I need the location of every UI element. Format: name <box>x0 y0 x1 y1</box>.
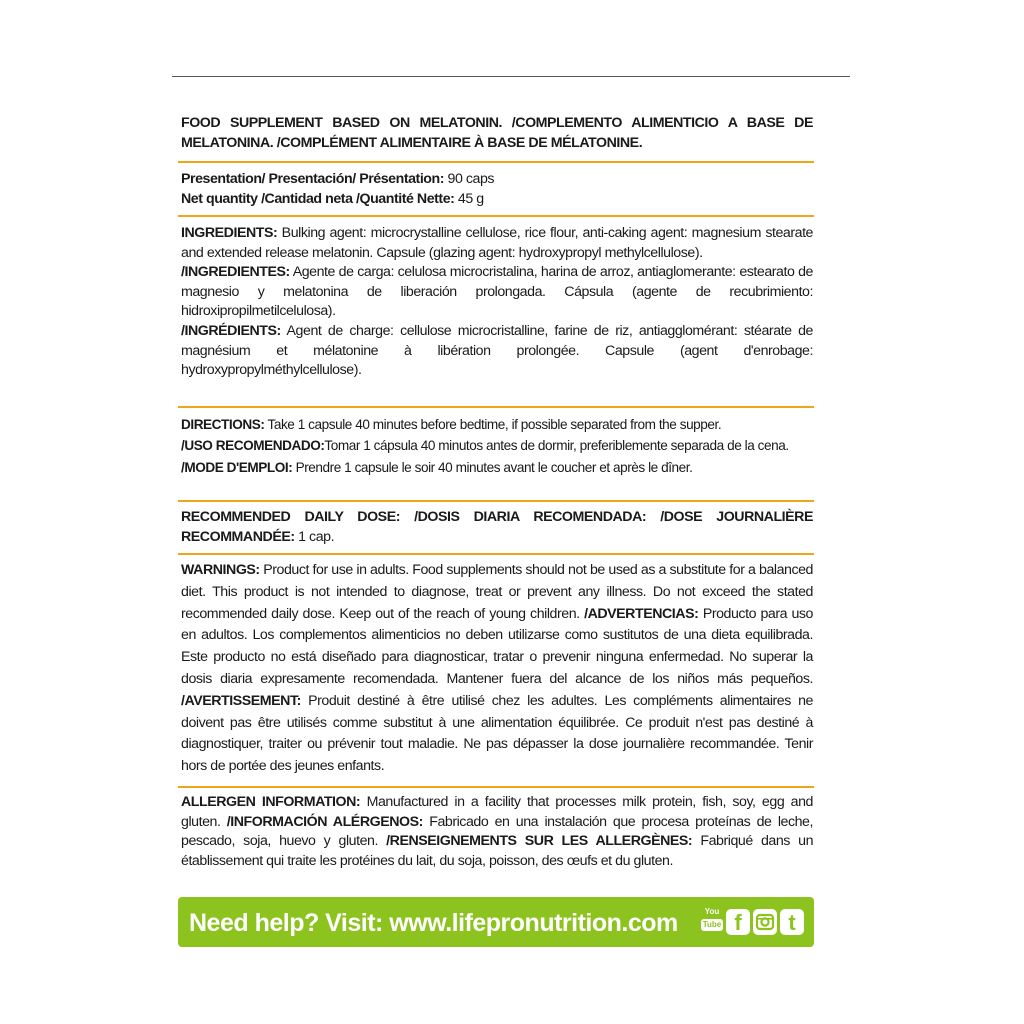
ingredients-block <box>181 224 813 381</box>
divider <box>178 406 814 408</box>
twitter-icon[interactable]: t <box>780 909 804 935</box>
top-divider <box>172 76 850 77</box>
instagram-glyph <box>753 909 777 935</box>
presentation-block <box>181 170 813 209</box>
ingredients-fr: /INGRÉDIENTS: Agent de charge: cellulose microcristalline, farine de riz, antiagglomérant: stéarate de magnésium et mélatonine à libération prolongée. Capsule (agent d'enrobage: hydroxypropylméthylcellulose). <box>181 322 813 379</box>
instagram-icon[interactable] <box>753 909 777 935</box>
youtube-icon[interactable]: You Tube <box>702 907 722 929</box>
divider <box>178 500 814 502</box>
divider <box>178 215 814 217</box>
directions-es: /USO RECOMENDADO:Tomar 1 cápsula 40 minutos antes de dormir, preferiblemente separada de la cena. <box>181 437 789 453</box>
product-title: FOOD SUPPLEMENT BASED ON MELATONIN. /COMPLEMENTO ALIMENTICIO A BASE DE MELATONINA. /COMPLÉMENT ALIMENTAIRE À BASE DE MÉLATONINE. <box>181 115 813 151</box>
warnings-block: WARNINGS: Product for use in adults. Food supplements should not be used as a substitute for a balanced diet. This product is not intended to diagnose, treat or prevent any illness. Do not exceed the stated recommended daily dose. Keep out of the reach of young children. /ADVERTENCIAS: Producto para uso en adultos. Los complementos alimenticios no deben utilizarse como sustitutos de una dieta equilibrada. Este producto no está diseñado para diagnosticar, tratar o prevenir ninguna enfermedad. No superar la dosis diaria expresamente recomendada. Mantener fuera del alcance de los niños más pequeños. /AVERTISSEMENT: Produit destiné à être utilisé chez les adultes. Les compléments alimentaires ne doivent pas être utilisés comme substitut à une alimentation équilibrée. Ce produit n'est pas destiné à diagnostiquer, traiter ou prévenir tout maladie. Ne pas dépasser la dose journalière recommandée. Tenir hors de portée des jeunes enfants. <box>181 562 814 775</box>
facebook-icon[interactable]: f <box>726 909 750 935</box>
dose-block: RECOMMENDED DAILY DOSE: /DOSIS DIARIA RECOMENDADA: /DOSE JOURNALIÈRE RECOMMANDÉE: 1 cap. <box>181 509 813 545</box>
help-link[interactable]: Need help? Visit: www.lifepronutrition.com <box>189 909 678 937</box>
directions-fr: /MODE D'EMPLOI: Prendre 1 capsule le soir 40 minutes avant le coucher et après le dîner. <box>181 460 693 476</box>
divider <box>178 161 814 163</box>
social-icons <box>701 907 804 937</box>
allergen-block: ALLERGEN INFORMATION: Manufactured in a facility that processes milk protein, fish, soy, egg and gluten. /INFORMACIÓN ALÉRGENOS: Fabricado en una instalación que procesa proteínas de leche, pescado, soja, huevo y gluten. /RENSEIGNEMENTS SUR LES ALLERGÈNES: Fabriqué dans un établissement qui traite les protéines du lait, du soja, poisson, des œufs et du gluten. <box>181 794 814 869</box>
ingredients-es: /INGREDIENTES: Agente de carga: celulosa microcristalina, harina de arroz, antiaglomerante: estearato de magnesio y melatonina de liberación prolongada. Cápsula (agente de recubrimiento: hidroxipropilmetilcelulosa). <box>181 264 813 320</box>
help-footer <box>178 897 814 947</box>
presentation-line: Presentation/ Presentación/ Présentation: 90 caps <box>181 171 495 187</box>
net-quantity-line: Net quantity /Cantidad neta /Quantité Nette: 45 g <box>181 190 484 207</box>
ingredients-en: INGREDIENTS: Bulking agent: microcrystalline cellulose, rice flour, anti-caking agent: magnesium stearate and extended release melatonin. Capsule (glazing agent: hydroxypropyl methylcellulose). <box>181 225 813 261</box>
divider <box>178 553 814 555</box>
directions-block <box>181 415 813 478</box>
divider <box>178 786 814 788</box>
directions-en: DIRECTIONS: Take 1 capsule 40 minutes before bedtime, if possible separated from the supper. <box>181 417 722 432</box>
